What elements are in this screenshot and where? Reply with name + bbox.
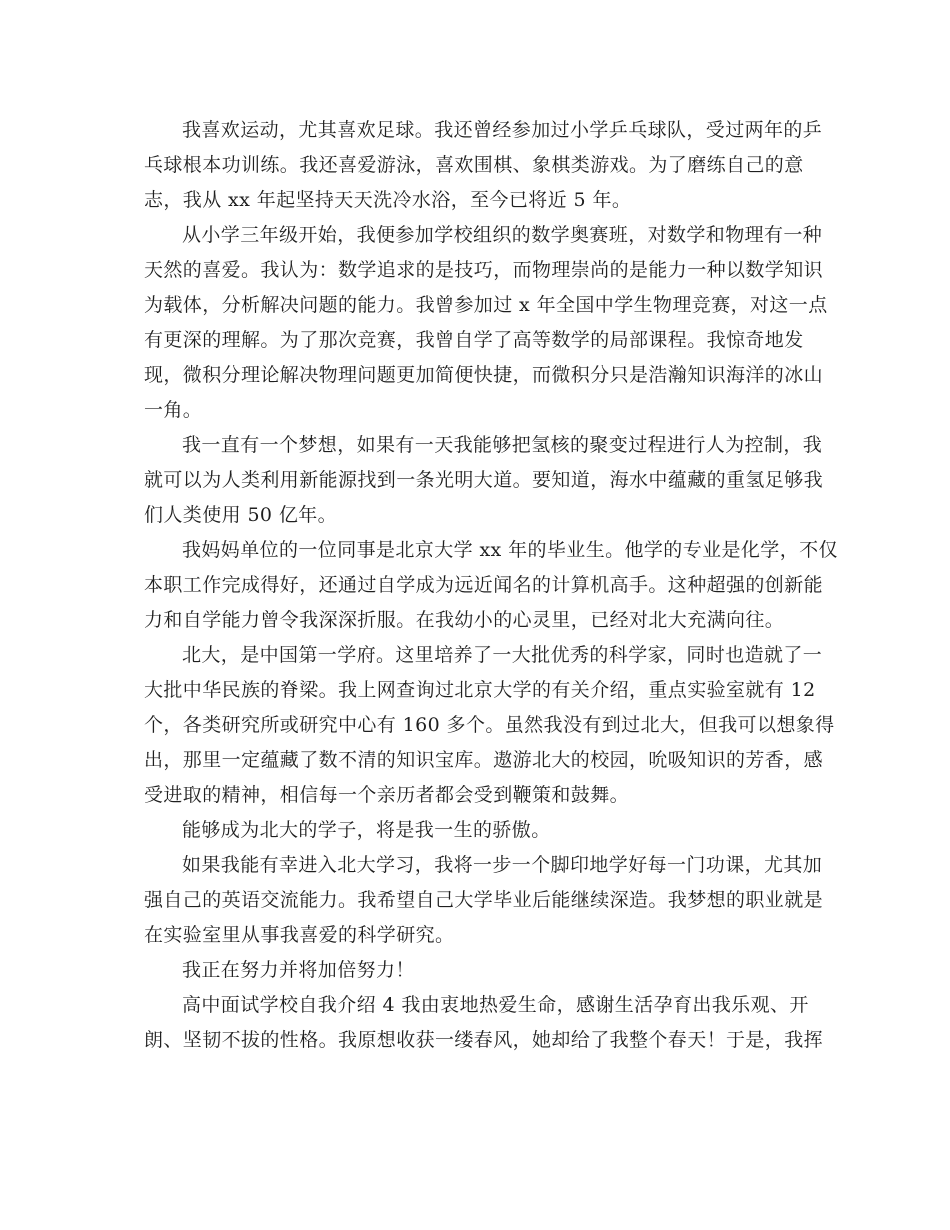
text-line: 我一直有一个梦想，如果有一天我能够把氢核的聚变过程进行人为控制，我 (182, 434, 823, 456)
text-line: 我正在努力并将加倍努力！ (182, 959, 415, 981)
text-line: 从小学三年级开始，我便参加学校组织的数学奥赛班，对数学和物理有一种 (182, 224, 823, 246)
text-line: 们人类使用 50 亿年。 (144, 504, 338, 526)
text-line: 为载体，分析解决问题的能力。我曾参加过 x 年全国中学生物理竞赛，对这一点 (144, 294, 828, 316)
text-line: 受进取的精神，相信每一个亲历者都会受到鞭策和鼓舞。 (144, 784, 630, 806)
text-line: 天然的喜爱。我认为：数学追求的是技巧，而物理崇尚的是能力一种以数学知识 (144, 259, 824, 281)
text-line: 本职工作完成得好，还通过自学成为远近闻名的计算机高手。这种超强的创新能 (144, 574, 824, 596)
text-line: 个，各类研究所或研究中心有 160 多个。虽然我没有到过北大，但我可以想象得 (144, 714, 835, 736)
text-line: 一角。 (144, 399, 203, 421)
text-line: 力和自学能力曾令我深深折服。在我幼小的心灵里，已经对北大充满向往。 (144, 609, 785, 631)
text-line: 我喜欢运动，尤其喜欢足球。我还曾经参加过小学乒乓球队，受过两年的乒 (182, 119, 823, 141)
text-line: 能够成为北大的学子，将是我一生的骄傲。 (182, 819, 551, 841)
text-line: 强自己的英语交流能力。我希望自己大学毕业后能继续深造。我梦想的职业就是 (144, 889, 824, 911)
text-line: 北大，是中国第一学府。这里培养了一大批优秀的科学家，同时也造就了一 (182, 644, 823, 666)
text-line: 高中面试学校自我介绍 4 我由衷地热爱生命，感谢生活孕育出我乐观、开 (182, 994, 809, 1016)
text-line: 我妈妈单位的一位同事是北京大学 xx 年的毕业生。他学的专业是化学，不仅 (182, 539, 838, 561)
text-line: 朗、坚韧不拔的性格。我原想收获一缕春风，她却给了我整个春天！于是，我挥 (144, 1029, 824, 1051)
text-line: 大批中华民族的脊梁。我上网查询过北京大学的有关介绍，重点实验室就有 12 (144, 679, 816, 701)
text-line: 在实验室里从事我喜爱的科学研究。 (144, 924, 455, 946)
text-line: 出，那里一定蕴藏了数不清的知识宝库。遨游北大的校园，吮吸知识的芳香，感 (144, 749, 824, 771)
text-line: 有更深的理解。为了那次竞赛，我曾自学了高等数学的局部课程。我惊奇地发 (144, 329, 804, 351)
text-line: 就可以为人类利用新能源找到一条光明大道。要知道，海水中蕴藏的重氢足够我 (144, 469, 824, 491)
text-line: 如果我能有幸进入北大学习，我将一步一个脚印地学好每一门功课，尤其加 (182, 854, 823, 876)
text-line: 乓球根本功训练。我还喜爱游泳，喜欢围棋、象棋类游戏。为了磨练自己的意 (144, 154, 804, 176)
text-line: 现，微积分理论解决物理问题更加简便快捷，而微积分只是浩瀚知识海洋的冰山 (144, 364, 824, 386)
text-line: 志，我从 xx 年起坚持天天洗冷水浴，至今已将近 5 年。 (144, 189, 632, 211)
